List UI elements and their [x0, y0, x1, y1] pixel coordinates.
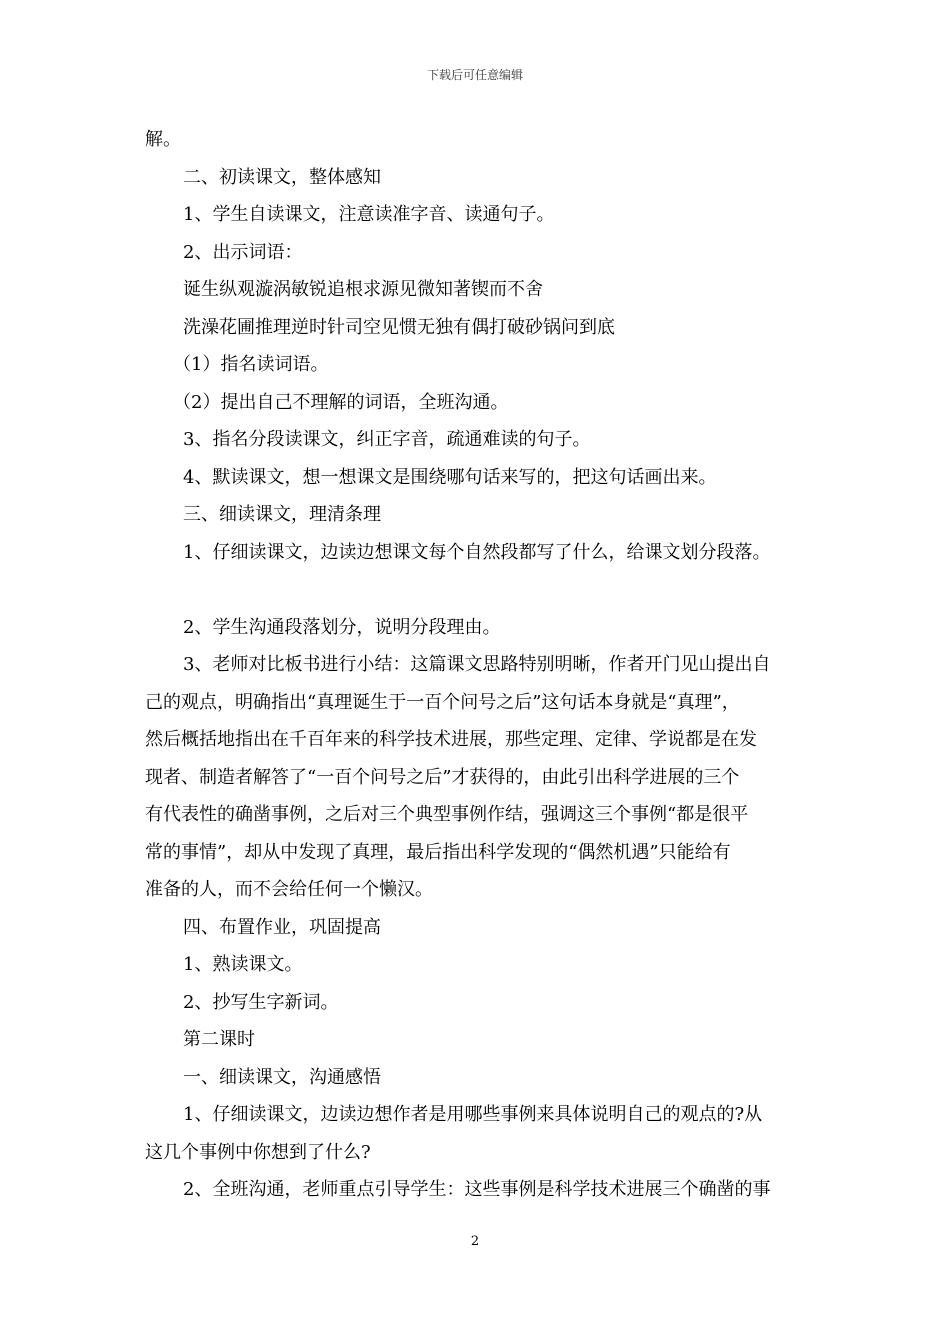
paragraph-line: 3、老师对比板书进行小结：这篇课文思路特别明晰，作者开门见山提出自 — [183, 654, 771, 675]
paragraph: （2）提出自己不理解的词语，全班沟通。 — [173, 391, 509, 413]
paragraph: 2、抄写生字新词。 — [183, 991, 339, 1013]
paragraph: 解。 — [145, 129, 181, 150]
paragraph-line: 准备的人，而不会给任何一个懒汉。 — [145, 879, 433, 900]
paragraph: 3、指名分段读课文，纠正字音，疏通难读的句子。 — [183, 429, 591, 450]
paragraph-line: 常的事情”，却从中发现了真理，最后指出科学发现的“偶然机遇”只能给有 — [145, 841, 731, 863]
paragraph-line: 有代表性的确凿事例，之后对三个典型事例作结，强调这三个事例“都是很平 — [145, 804, 749, 825]
paragraph: 2、出示词语： — [183, 241, 303, 263]
paragraph-line: 己的观点，明确指出“真理诞生于一百个问号之后”这句话本身就是“真理”， — [145, 691, 740, 713]
lesson-heading: 第二课时 — [183, 1029, 255, 1050]
page-header: 下载后可任意编辑 — [426, 68, 523, 82]
section-heading: 四、布置作业，巩固提高 — [183, 916, 381, 938]
paragraph-line: 然后概括地指出在千百年来的科学技术进展，那些定理、定律、学说都是在发 — [145, 729, 757, 750]
section-heading: 三、细读课文，理清条理 — [183, 504, 381, 525]
paragraph: 2、学生沟通段落划分，说明分段理由。 — [183, 616, 501, 638]
paragraph-line: 这几个事例中你想到了什么? — [145, 1141, 371, 1163]
document-body — [145, 121, 809, 1209]
section-heading: 一、细读课文，沟通感悟 — [183, 1066, 381, 1088]
section-heading: 二、初读课文，整体感知 — [183, 166, 381, 188]
word-list: 诞生纵观漩涡敏锐追根求源见微知著锲而不舍 — [183, 279, 543, 300]
paragraph-line: 1、仔细读课文，边读边想作者是用哪些事例来具体说明自己的观点的?从 — [183, 1104, 763, 1125]
word-list: 洗澡花圃推理逆时针司空见惯无独有偶打破砂锅问到底 — [183, 316, 615, 338]
paragraph: （1）指名读词语。 — [173, 354, 329, 375]
paragraph: 4、默读课文，想一想课文是围绕哪句话来写的，把这句话画出来。 — [183, 466, 717, 488]
paragraph: 1、熟读课文。 — [183, 954, 303, 975]
paragraph: 1、学生自读课文，注意读准字音、读通句子。 — [183, 204, 555, 225]
blank-line — [145, 571, 809, 609]
page-number: 2 — [470, 1234, 480, 1249]
paragraph-line: 现者、制造者解答了“一百个问号之后”才获得的，由此引出科学进展的三个 — [145, 766, 740, 788]
paragraph: 1、仔细读课文，边读边想课文每个自然段都写了什么，给课文划分段落。 — [183, 541, 771, 563]
paragraph-line: 2、全班沟通，老师重点引导学生：这些事例是科学技术进展三个确凿的事 — [183, 1179, 771, 1200]
